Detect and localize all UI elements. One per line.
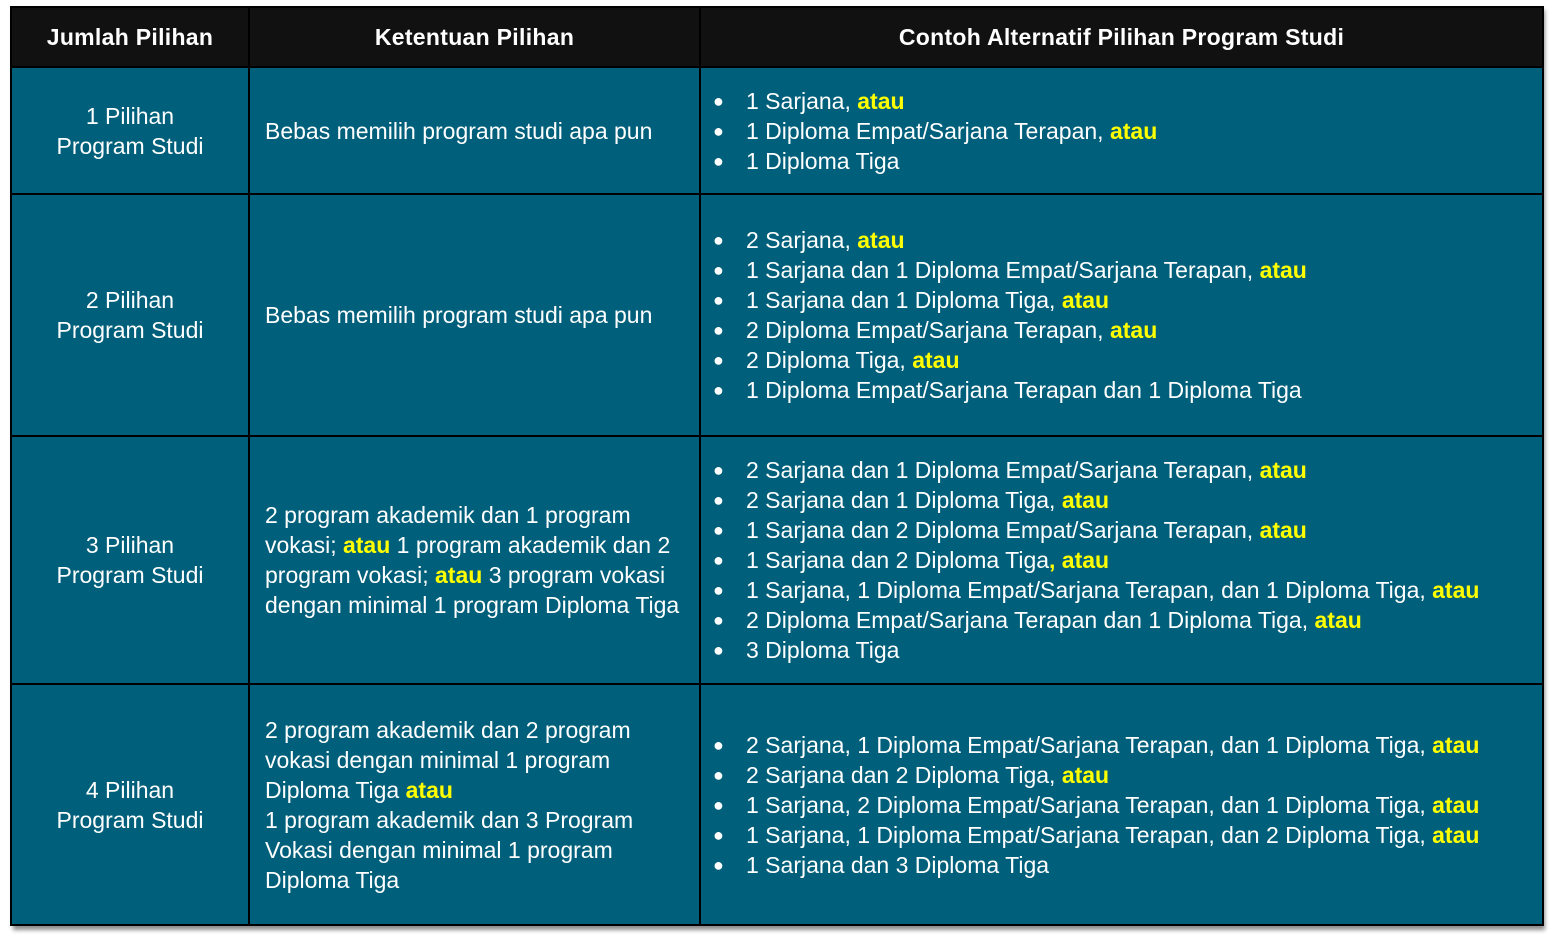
text-segment: 1 Sarjana dan 2 Diploma Empat/Sarjana Terapan, — [746, 517, 1260, 544]
examples-list — [709, 730, 1534, 880]
text-segment: 1 Sarjana, 1 Diploma Empat/Sarjana Terapan, dan 1 Diploma Tiga, — [746, 577, 1433, 604]
bullet-icon: ● — [713, 290, 724, 311]
choice-count-line: Program Studi — [56, 562, 204, 589]
choice-count-line: 1 Pilihan — [85, 102, 175, 129]
bullet-icon: ● — [713, 490, 724, 511]
bullet-icon: ● — [713, 460, 724, 481]
highlight-atau: atau — [1061, 287, 1110, 314]
text-segment: 2 program akademik dan 1 program vokasi; — [265, 502, 631, 559]
rule-text — [265, 717, 633, 893]
text-segment: 2 Sarjana, 1 Diploma Empat/Sarjana Terapan, dan 1 Diploma Tiga, — [746, 731, 1433, 758]
example-list-item — [709, 850, 1534, 880]
example-list-item — [709, 86, 1534, 116]
example-list-item — [709, 225, 1534, 255]
choice-count-line: 3 Pilihan — [85, 532, 175, 559]
header-contoh-alternatif: Contoh Alternatif Pilihan Program Studi — [700, 7, 1543, 67]
highlight-atau: atau — [1061, 761, 1110, 788]
choice-count-line: Program Studi — [56, 317, 204, 344]
text-segment: 2 Sarjana dan 1 Diploma Tiga, — [746, 487, 1062, 514]
text-segment: 1 program akademik dan 3 Program Vokasi dengan minimal 1 program Diploma Tiga — [265, 806, 634, 893]
text-segment: 2 Sarjana dan 2 Diploma Tiga, — [746, 761, 1062, 788]
bullet-icon: ● — [713, 824, 724, 845]
rule-cell — [249, 67, 700, 194]
text-segment: 2 Sarjana dan 1 Diploma Empat/Sarjana Terapan, — [746, 457, 1260, 484]
table-row-3 — [11, 436, 1543, 685]
rule-text — [265, 118, 652, 144]
bullet-icon: ● — [713, 150, 724, 171]
text-segment: 1 program akademik dan 2 program vokasi; — [265, 532, 671, 589]
text-segment: 2 Diploma Tiga, — [746, 347, 913, 374]
example-list-item — [709, 635, 1534, 665]
text-segment: 1 Sarjana, 1 Diploma Empat/Sarjana Terapan, dan 2 Diploma Tiga, — [746, 821, 1433, 848]
example-list-item — [709, 730, 1534, 760]
highlight-atau: atau — [435, 562, 483, 589]
bullet-icon: ● — [713, 854, 724, 875]
example-list-item — [709, 345, 1534, 375]
example-list-item — [709, 575, 1534, 605]
bullet-icon: ● — [713, 320, 724, 341]
highlight-atau: atau — [1109, 117, 1158, 144]
highlight-atau: atau — [1259, 257, 1307, 284]
highlight-atau: atau — [1259, 457, 1307, 484]
example-list-item — [709, 790, 1534, 820]
bullet-icon: ● — [713, 260, 724, 281]
highlight-atau: atau — [1259, 517, 1307, 544]
bullet-icon: ● — [713, 640, 724, 661]
table-row-1 — [11, 67, 1543, 194]
examples-list — [709, 86, 1534, 176]
examples-cell — [700, 436, 1543, 685]
bullet-icon: ● — [713, 120, 724, 141]
header-row — [11, 7, 1543, 67]
text-segment: 1 Sarjana dan 1 Diploma Empat/Sarjana Terapan, — [746, 257, 1260, 284]
text-segment: 2 program akademik dan 2 program vokasi dengan minimal 1 program Diploma Tiga — [265, 716, 631, 803]
examples-list — [709, 225, 1534, 405]
text-segment: 2 Sarjana, — [746, 227, 858, 254]
examples-list — [709, 455, 1534, 665]
bullet-icon: ● — [713, 520, 724, 541]
text-segment: 1 Diploma Tiga — [746, 147, 900, 174]
rule-cell — [249, 684, 700, 925]
text-segment: 1 Sarjana, 2 Diploma Empat/Sarjana Terapan, dan 1 Diploma Tiga, — [746, 791, 1433, 818]
header-jumlah-pilihan: Jumlah Pilihan — [11, 7, 249, 67]
highlight-atau: atau — [857, 87, 905, 114]
choice-count-cell — [11, 684, 249, 925]
highlight-atau: atau — [1432, 577, 1480, 604]
examples-cell — [700, 684, 1543, 925]
highlight-atau: atau — [1314, 607, 1362, 634]
bullet-icon: ● — [713, 610, 724, 631]
text-segment: 1 Diploma Empat/Sarjana Terapan dan 1 Diploma Tiga — [746, 377, 1302, 404]
examples-cell — [700, 194, 1543, 436]
table-row-2 — [11, 194, 1543, 436]
bullet-icon: ● — [713, 734, 724, 755]
example-list-item — [709, 545, 1534, 575]
example-list-item — [709, 315, 1534, 345]
table-row-4 — [11, 684, 1543, 925]
bullet-icon: ● — [713, 794, 724, 815]
choice-count-cell — [11, 436, 249, 685]
choice-count-line: 2 Pilihan — [85, 287, 175, 314]
rule-text — [265, 502, 679, 618]
bullet-icon: ● — [713, 380, 724, 401]
highlight-atau: atau — [1432, 791, 1480, 818]
choice-count-line: Program Studi — [56, 806, 204, 833]
choice-count-line: 4 Pilihan — [85, 776, 175, 803]
rule-cell — [249, 194, 700, 436]
text-segment: 1 Diploma Empat/Sarjana Terapan, — [746, 117, 1110, 144]
study-program-choice-table-container — [10, 6, 1542, 926]
bullet-icon: ● — [713, 550, 724, 571]
choice-count-line: Program Studi — [56, 132, 204, 159]
example-list-item — [709, 820, 1534, 850]
text-segment: 1 Sarjana dan 1 Diploma Tiga, — [746, 287, 1062, 314]
header-ketentuan-pilihan: Ketentuan Pilihan — [249, 7, 700, 67]
text-segment: 3 Diploma Tiga — [746, 637, 900, 664]
example-list-item — [709, 485, 1534, 515]
choice-count-cell — [11, 194, 249, 436]
example-list-item — [709, 515, 1534, 545]
bullet-icon: ● — [713, 764, 724, 785]
rule-cell — [249, 436, 700, 685]
examples-cell — [700, 67, 1543, 194]
choice-count-cell — [11, 67, 249, 194]
highlight-atau: atau — [1109, 317, 1158, 344]
example-list-item — [709, 455, 1534, 485]
highlight-atau: atau — [1061, 487, 1110, 514]
example-list-item — [709, 146, 1534, 176]
text-segment: 1 Sarjana, — [746, 87, 858, 114]
highlight-atau: atau — [342, 532, 391, 559]
highlight-atau: atau — [1432, 731, 1480, 758]
bullet-icon: ● — [713, 90, 724, 111]
text-segment: 2 Diploma Empat/Sarjana Terapan, — [746, 317, 1110, 344]
highlight-atau: atau — [405, 776, 453, 803]
example-list-item — [709, 116, 1534, 146]
text-segment: Bebas memilih program studi apa pun — [265, 117, 653, 144]
highlight-atau: atau — [1432, 821, 1480, 848]
highlight-atau: atau — [857, 227, 905, 254]
example-list-item — [709, 375, 1534, 405]
bullet-icon: ● — [713, 350, 724, 371]
bullet-icon: ● — [713, 230, 724, 251]
example-list-item — [709, 285, 1534, 315]
example-list-item — [709, 760, 1534, 790]
study-program-choice-table — [10, 6, 1544, 926]
text-segment: Bebas memilih program studi apa pun — [265, 302, 653, 329]
bullet-icon: ● — [713, 580, 724, 601]
highlight-atau: , atau — [1049, 547, 1110, 574]
text-segment: 1 Sarjana dan 2 Diploma Tiga — [746, 547, 1050, 574]
example-list-item — [709, 605, 1534, 635]
text-segment: 2 Diploma Empat/Sarjana Terapan dan 1 Diploma Tiga, — [746, 607, 1315, 634]
text-segment: 1 Sarjana dan 3 Diploma Tiga — [746, 851, 1050, 878]
rule-text — [265, 302, 652, 328]
example-list-item — [709, 255, 1534, 285]
text-segment: 3 program vokasi dengan minimal 1 program Diploma Tiga — [265, 562, 680, 619]
highlight-atau: atau — [912, 347, 960, 374]
